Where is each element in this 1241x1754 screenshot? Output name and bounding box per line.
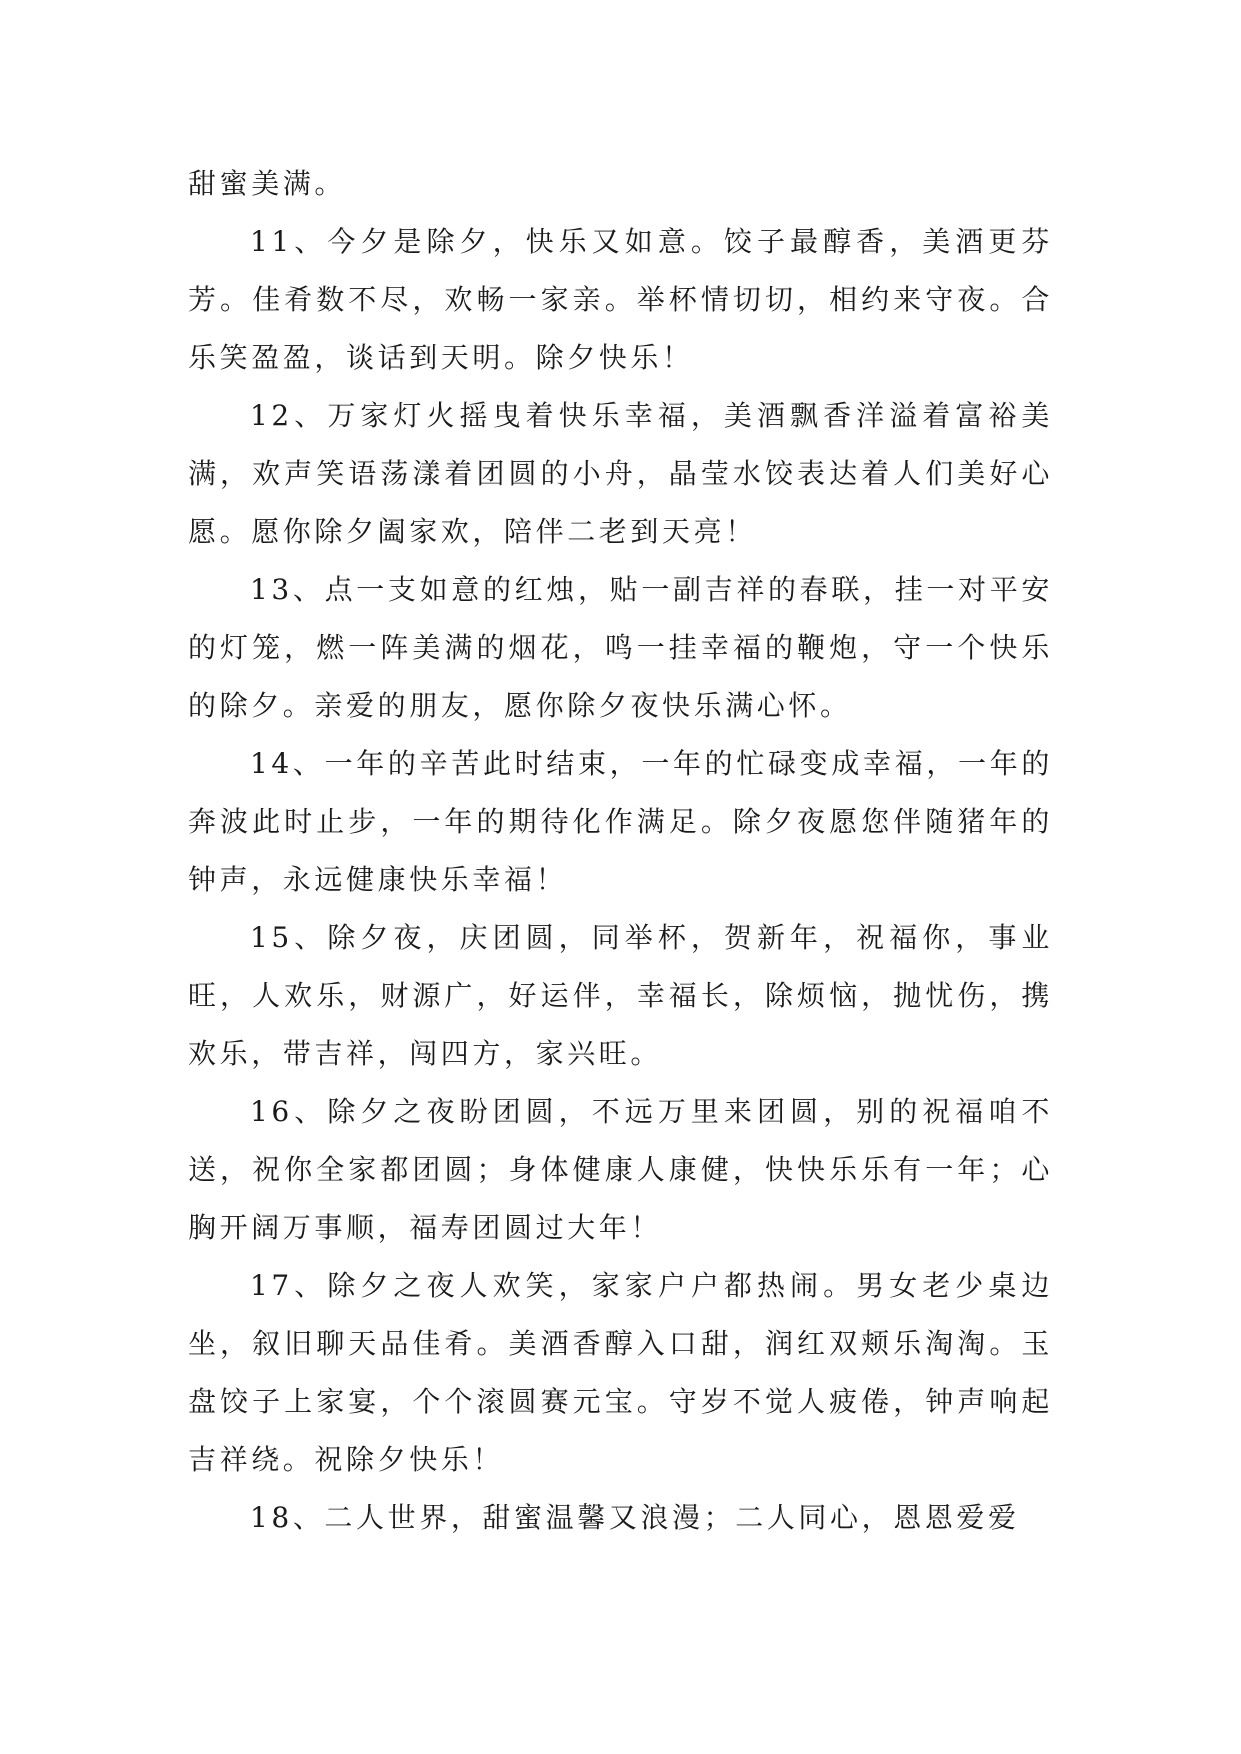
paragraph-18: 18、二人世界，甜蜜温馨又浪漫；二人同心，恩恩爱爱 [250, 1501, 1020, 1534]
paragraph-11: 11、今夕是除夕，快乐又如意。饺子最醇香，美酒更芬芳。佳肴数不尽，欢畅一家亲。举杯情切切，相约来守夜。合乐笑盈盈，谈话到天明。除夕快乐！ [188, 225, 1053, 374]
paragraph-15: 15、除夕夜，庆团圆，同举杯，贺新年，祝福你，事业旺，人欢乐，财源广，好运伴，幸福长，除烦恼，抛忧伤，携欢乐，带吉祥，闯四方，家兴旺。 [188, 921, 1053, 1070]
paragraph-17: 17、除夕之夜人欢笑，家家户户都热闹。男女老少桌边坐，叙旧聊天品佳肴。美酒香醇入口甜，润红双颊乐淘淘。玉盘饺子上家宴，个个滚圆赛元宝。守岁不觉人疲倦，钟声响起吉祥绕。祝除夕快乐！ [188, 1269, 1053, 1476]
document-body [188, 155, 1053, 1547]
paragraph-16: 16、除夕之夜盼团圆，不远万里来团圆，别的祝福咱不送，祝你全家都团圆；身体健康人康健，快快乐乐有一年；心胸开阔万事顺，福寿团圆过大年！ [188, 1095, 1053, 1244]
paragraph-13: 13、点一支如意的红烛，贴一副吉祥的春联，挂一对平安的灯笼，燃一阵美满的烟花，鸣一挂幸福的鞭炮，守一个快乐的除夕。亲爱的朋友，愿你除夕夜快乐满心怀。 [188, 573, 1053, 722]
paragraph-14: 14、一年的辛苦此时结束，一年的忙碌变成幸福，一年的奔波此时止步，一年的期待化作满足。除夕夜愿您伴随猪年的钟声，永远健康快乐幸福！ [188, 747, 1053, 896]
paragraph-12: 12、万家灯火摇曳着快乐幸福，美酒飘香洋溢着富裕美满，欢声笑语荡漾着团圆的小舟，晶莹水饺表达着人们美好心愿。愿你除夕阖家欢，陪伴二老到天亮！ [188, 399, 1053, 548]
paragraph-0: 甜蜜美满。 [188, 167, 347, 200]
